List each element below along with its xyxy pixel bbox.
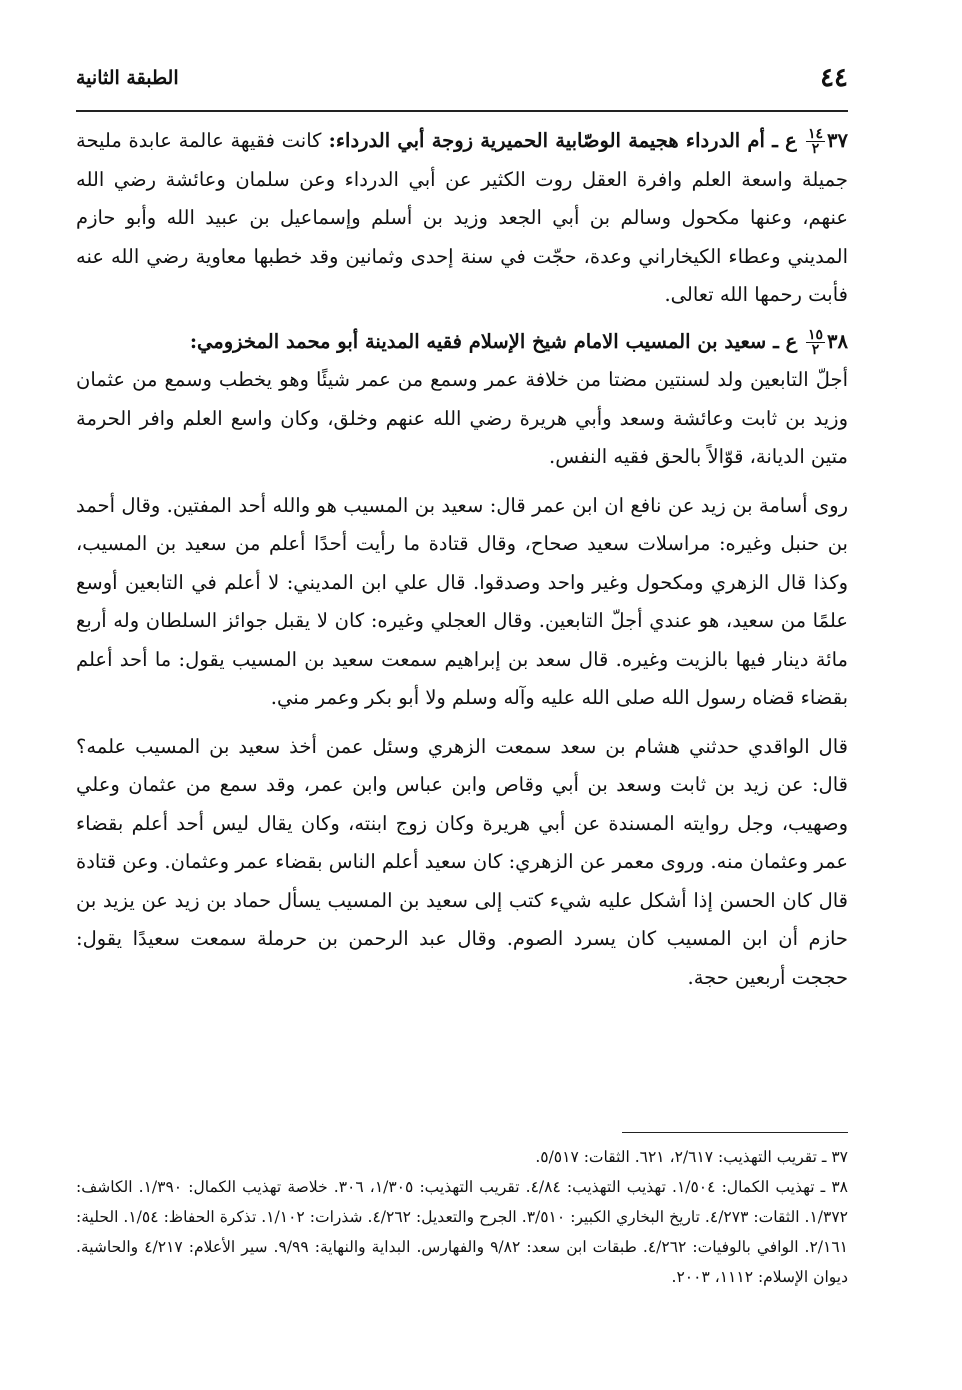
page-header [76,58,848,98]
page-number: ٤٤ [820,63,848,93]
footnote: ٣٨ ـ تهذيب الكمال: ١/٥٠٤. تهذيب التهذيب: ٤/٨٤. تقريب التهذيب: ١/٣٠٥، ٣٠٦. خلاصة تهذيب الكمال: ١/٣٩٠. الكاشف: ١/٣٧٢. الثقات: ٤/٢٧٣. تاريخ البخاري الكبير: ٣/٥١٠. الجرح والتعديل: ٤/٢٦٢. شذرات: ١/١٠٢. تذكرة الحفاظ: ١/٥٤. الحلية: ٢/١٦١. الوافي بالوفيات: ٤/٢٦٢. طبقات ابن سعد: ٩/٨٢ والفهارس. البداية والنهاية: ٩/٩٩. سير الأعلام: ٤/٢١٧ والحاشية. ديوان الإسلام: ١١١٢، ٢٠٠٣. [76,1178,849,1286]
entry-symbol: ع ـ [773,329,798,353]
entry-fraction [806,328,825,357]
fraction-denominator: ٢ [811,341,820,358]
entry-heading [321,126,848,157]
fraction-numerator: ١٥ [808,326,824,343]
header-rule [76,110,848,112]
entry-title: أم الدرداء هجيمة الوصّابية الحميرية زوجة أبي الدرداء: [328,129,765,152]
footnote: ٣٧ ـ تقريب التهذيب: ٢/٦١٧، ٦٢١. الثقات: ٥/٥١٧. [535,1148,848,1166]
entry-body: أجلّ التابعين ولد لسنتين مضتا من خلافة عمر وسمع من عمر شيئًا وهو يخطب وسمع من عثمان وزيد بن ثابت وعائشة وسعد وأبي هريرة رضي الله عنهم وخلق، وكان واسع العلم وافر الحرمة متين الديانة، قوّالاً بالحق فقيه النفس. [76,368,848,468]
entry-number: ٣٨ [827,329,848,353]
fraction-denominator: ٢ [811,141,820,157]
entry-title: سعيد بن المسيب الامام شيخ الإسلام فقيه المدينة أبو محمد المخزومي: [189,329,767,353]
footnotes [76,1142,848,1292]
entry-number: ٣٧ [827,129,848,152]
paragraph: قال الواقدي حدثني هشام بن سعد سمعت الزهري وسئل عمن أخذ سعيد بن المسيب علمه؟ قال: عن زيد بن ثابت وسعد بن أبي وقاص وابن عباس وابن عمر، وقد سمع من عثمان وعلي وصهيب، وجل روايته المسندة عن أبي هريرة وكان زوج ابنته، وكان يقال ليس أحد أعلم بقضاء عمر وعثمان منه. وروى معمر عن الزهري: كان سعيد أعلم الناس بقضاء عمر وعثمان. وعن قتادة قال كان الحسن إذا أشكل عليه شيء كتب إلى سعيد بن المسيب يسأل حماد بن زيد عن يزيد بن حازم أن ابن المسيب كان يسرد الصوم. وقال عبد الرحمن بن حرملة سمعت سعيدًا يقول: حججت أربعين حجة. [76,734,848,989]
entry-heading [189,326,848,358]
running-head: الطبقة الثانية [76,67,179,89]
footnote-rule [622,1132,848,1133]
entry-symbol: ع ـ [772,129,797,152]
fraction-numerator: ١٤ [807,126,824,142]
paragraph: روى أسامة بن زيد عن نافع ان ابن عمر قال: سعيد بن المسيب هو والله أحد المفتين. وقال أحمد بن حنبل وغيره: مراسلات سعيد صحاح، وقال قتادة ما رأيت أحدًا أعلم من سعيد بن المسيب، وكذا قال الزهري ومكحول وغير واحد وصدقوا. قال علي ابن المديني: لا أعلم في التابعين أوسع علمًا من سعيد، هو عندي أجلّ التابعين. وقال العجلي وغيره: كان لا يقبل جوائز السلطان وله أربع مائة دينار فيها بالزيت وغيره. قال سعد بن إبراهيم سمعت سعيد بن المسيب يقول: ما أحد أعلم بقضاء قضاه رسول الله صلى الله عليه وآله وسلم ولا أبو بكر وعمر مني. [76,493,848,709]
entry-38 [76,323,848,477]
entry-body: كانت فقيهة عالمة عابدة مليحة جميلة واسعة العلم وافرة العقل روت الكثير عن أبي الدرداء وعن سلمان وعائشة رضي الله عنهم، وعنها مكحول وسالم بن أبي الجعد وزيد بن أسلم وإسماعيل بن عبيد الله وأبو حازم المديني وعطاء الكيخاراني وعدة، حجّت في سنة إحدى وثمانين وقد خطبها معاوية رضي الله عنه فأبت رحمها الله تعالى. [76,129,848,306]
main-text [76,122,848,997]
entry-37 [76,122,848,315]
entry-fraction [806,127,825,156]
